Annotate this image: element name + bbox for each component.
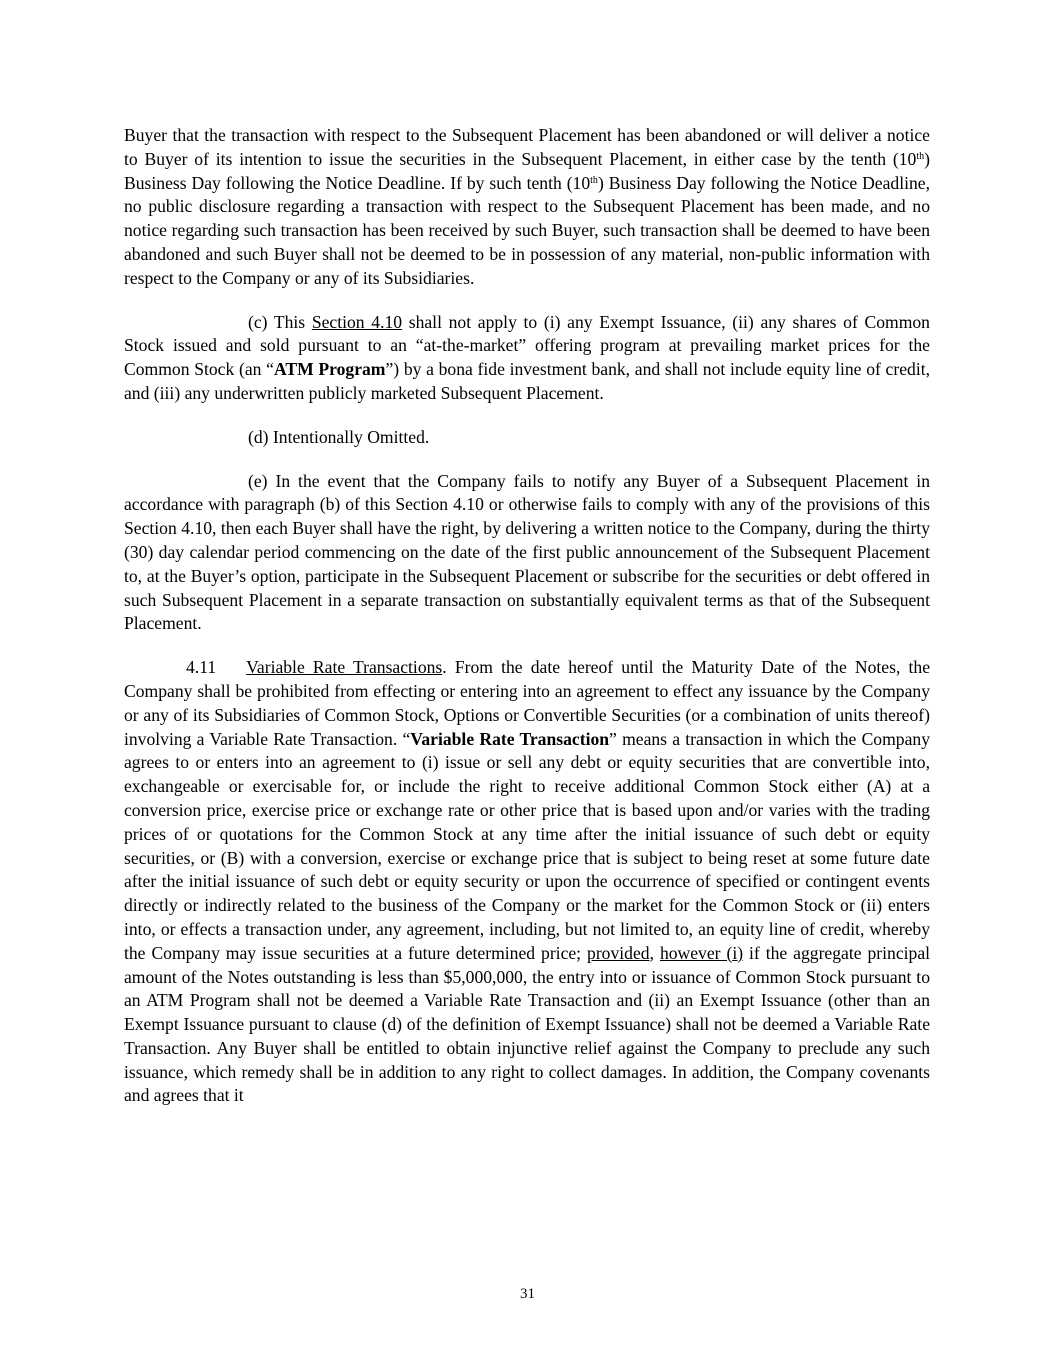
- document-page: [124, 124, 930, 1128]
- paragraph-c-text-2: ”) by a bona fide investment bank, and shall not include equity line of credit, and (iii) any underwritten publicly marketed Subsequent Placement.: [124, 359, 930, 403]
- paragraph-d: [124, 426, 930, 450]
- proviso-comma: ,: [649, 942, 660, 963]
- section-heading: Variable Rate Transactions: [246, 657, 443, 678]
- ordinal-superscript: th: [590, 174, 598, 186]
- defined-term-atm-program: ATM Program: [273, 359, 386, 380]
- page-number: 31: [520, 1286, 535, 1302]
- paragraph-c-prefix: (c) This: [248, 311, 312, 332]
- paragraph-continuation: [124, 124, 930, 291]
- section-reference: Section 4.10: [311, 311, 403, 332]
- paragraph-c-text-1: shall not apply to (i) any Exempt Issuance, (ii) any shares of Common Stock issued and sold pursuant to an “at-the-market” offering program at prevailing market prices for the Common Stock (an “: [124, 311, 930, 380]
- paragraph-d-text: (d) Intentionally Omitted.: [248, 426, 430, 447]
- ordinal-superscript: th: [916, 150, 925, 162]
- paragraph-e: [124, 470, 930, 637]
- paragraph-c: [124, 311, 930, 406]
- proviso-however: however (i): [659, 942, 744, 963]
- section-text-1: . From the date hereof until the Maturity Date of the Notes, the Company shall be prohibited from effecting or entering into an agreement to effect any issuance by the Company or any of its Subsidiaries of Common Stock, Options or Convertible Securities (or a combination of units thereof) involving a Variable Rate Transaction. “: [124, 657, 930, 749]
- paragraph-e-text: (e) In the event that the Company fails to notify any Buyer of a Subsequent Placement in accordance with paragraph (b) of this Section 4.10 or otherwise fails to comply with any of the provisions of this Section 4.10, then each Buyer shall have the right, by delivering a written notice to the Company, during the thirty (30) day calendar period commencing on the date of the first public announcement of the Subsequent Placement to, at the Buyer’s option, participate in the Subsequent Placement or subscribe for the securities or debt offered in such Subsequent Placement in a separate transaction on substantially equivalent terms as that of the Subsequent Placement.: [124, 470, 930, 634]
- proviso-provided: provided: [587, 942, 650, 963]
- defined-term-variable-rate-transaction: Variable Rate Transaction: [410, 728, 610, 749]
- section-text-3: if the aggregate principal amount of the Notes outstanding is less than $5,000,000, the entry into or issuance of Common Stock pursuant to an ATM Program shall not be deemed a Variable Rate Transaction and (ii) an Exempt Issuance (other than an Exempt Issuance pursuant to clause (d) of the definition of Exempt Issuance) shall not be deemed a Variable Rate Transaction. Any Buyer shall be entitled to obtain injunctive relief against the Company to preclude any such issuance, which remedy shall be in addition to any right to collect damages. In addition, the Company covenants and agrees that it: [124, 942, 931, 1106]
- section-4-11: [124, 656, 930, 1108]
- section-text-2: ” means a transaction in which the Company agrees to or enters into an agreement to (i) issue or sell any debt or equity securities that are convertible into, exchangeable or exercisable for, or include the right to receive additional Common Stock either (A) at a conversion price, exercise price or exchange rate or other price that is based upon and/or varies with the trading prices of or quotations for the Common Stock at any time after the initial issuance of such debt or equity securities, or (B) with a conversion, exercise or exchange price that is subject to being reset at some future date after the initial issuance of such debt or equity security or upon the occurrence of specified or contingent events directly or indirectly related to the business of the Company or the market for the Common Stock or (ii) enters into, or effects a transaction under, any agreement, including, but not limited to, an equity line of credit, whereby the Company may issue securities at a future determined price;: [124, 728, 930, 963]
- continuation-text-2: ) Business Day following the Notice Deadline. If by such tenth (10: [124, 148, 930, 193]
- section-number: 4.11: [186, 657, 217, 678]
- continuation-text-3: ) Business Day following the Notice Deadline, no public disclosure regarding a transaction with respect to the Subsequent Placement has been made, and no notice regarding such transaction has been received by such Buyer, such transaction shall be deemed to have been abandoned and such Buyer shall not be deemed to be in possession of any material, non-public information with respect to the Company or any of its Subsidiaries.: [124, 172, 931, 288]
- continuation-text-1: Buyer that the transaction with respect to the Subsequent Placement has been abandoned or will deliver a notice to Buyer of its intention to issue the securities in the Subsequent Placement, in either case by the tenth (10: [124, 125, 930, 169]
